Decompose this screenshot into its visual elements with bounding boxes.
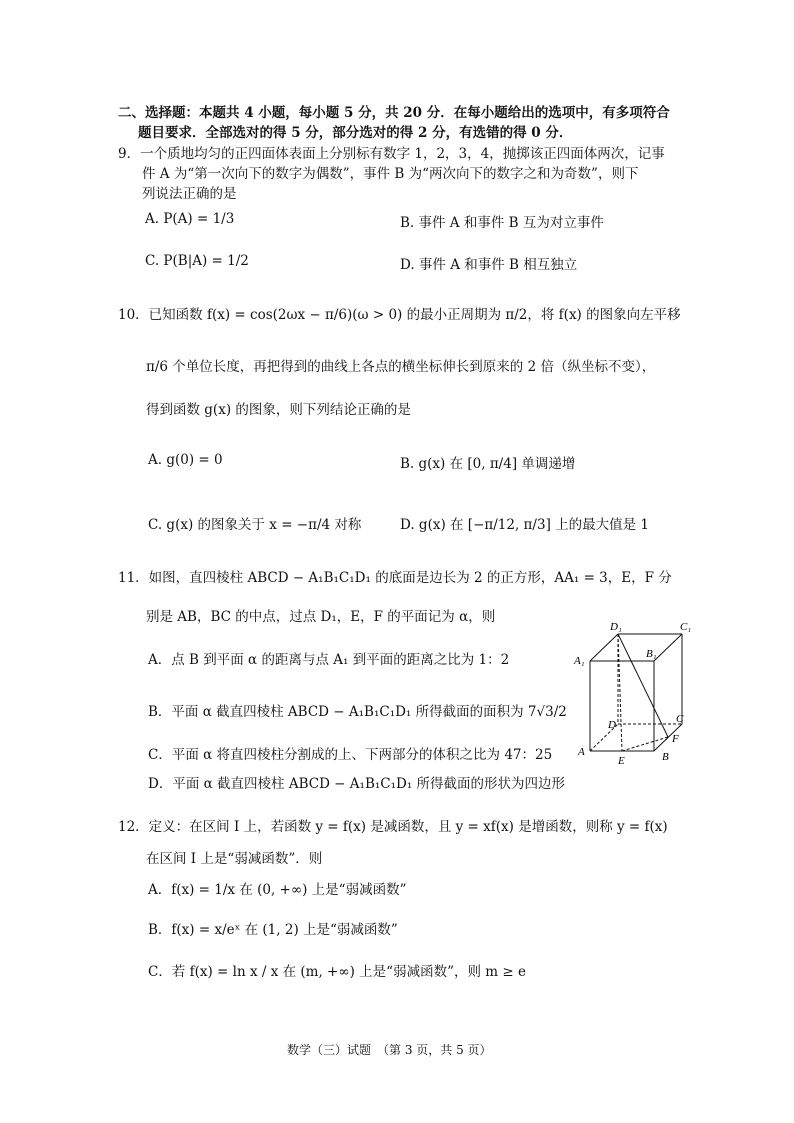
q12-stem-line1: 12．定义：在区间 I 上，若函数 y = f(x) 是减函数，且 y = xf(x) 是增函数，则称 y = f(x) [118,819,668,835]
q10-stem-line1: 10．已知函数 f(x) = cos(2ωx − π/6)(ω > 0) 的最小正周期为 π/2，将 f(x) 的图象向左平移 [118,307,681,323]
label-c1: C₁ [680,621,692,633]
q10-option-a: A. g(0) = 0 [148,452,223,468]
q10-stem-line2: π/6 个单位长度，再把得到的曲线上各点的横坐标伸长到原来的 2 倍（纵坐标不变）， [146,359,656,375]
prism-figure [570,618,700,768]
q9-option-c: C. P(B|A) = 1/2 [145,253,249,269]
q11-stem-line2: 别是 AB，BC 的中点，过点 D₁，E，F 的平面记为 α，则 [146,609,496,625]
q9-option-a: A. P(A) = 1/3 [145,211,235,227]
q11-option-a: A．点 B 到平面 α 的距离与点 A₁ 到平面的距离之比为 1：2 [148,652,510,668]
q12-option-b: B．f(x) = x/eˣ 在 (1, 2) 上是“弱减函数” [148,922,398,938]
q10-stem-line3: 得到函数 g(x) 的图象，则下列结论正确的是 [146,402,411,418]
section-heading-line2: 题目要求．全部选对的得 5 分，部分选对的得 2 分，有选错的得 0 分． [138,125,573,141]
edge-d1e [618,634,622,751]
edge-d1f [618,634,668,737]
q11-option-d: D．平面 α 截直四棱柱 ABCD − A₁B₁C₁D₁ 所得截面的形状为四边形 [148,776,566,792]
q10-option-c: C. g(x) 的图象关于 x = −π/4 对称 [148,517,362,533]
edge-c1b1 [654,634,682,661]
section-heading-line1: 二、选择题：本题共 4 小题，每小题 5 分，共 20 分．在每小题给出的选项中，有多项符合 [118,105,670,121]
q11-option-b: B．平面 α 截直四棱柱 ABCD − A₁B₁C₁D₁ 所得截面的面积为 7√3/2 [148,704,567,720]
q9-option-b: B. 事件 A 和事件 B 互为对立事件 [400,215,604,231]
q9-stem-line2: 件 A 为“第一次向下的数字为偶数”，事件 B 为“两次向下的数字之和为奇数”，则下 [142,166,639,182]
label-f: F [672,733,679,745]
q12-option-a: A．f(x) = 1/x 在 (0, +∞) 上是“弱减函数” [148,882,407,898]
label-c: C [676,713,684,725]
q9-stem-line1: 9．一个质地均匀的正四面体表面上分别标有数字 1，2，3，4，抛掷该正四面体两次，记事 [118,146,665,162]
label-a: A [578,746,585,758]
q11-stem-line1: 11．如图，直四棱柱 ABCD − A₁B₁C₁D₁ 的底面是边长为 2 的正方形，AA₁ = 3，E，F 分 [118,570,672,586]
q9-option-d: D. 事件 A 和事件 B 相互独立 [400,257,578,273]
q12-option-c: C．若 f(x) = ln x / x 在 (m, +∞) 上是“弱减函数”，则 m ≥ e [148,964,526,980]
q9-stem-line3: 列说法正确的是 [142,186,237,202]
label-d1: D₁ [610,621,622,633]
q10-option-b: B. g(x) 在 [0, π/4] 单调递增 [400,456,576,472]
q10-option-d: D. g(x) 在 [−π/12, π/3] 上的最大值是 1 [400,517,650,533]
page-footer: 数学（三）试题 （第 3 页，共 5 页） [287,1043,492,1057]
label-b: B [662,751,669,763]
edge-a1d1 [590,634,618,661]
q12-stem-line2: 在区间 I 上是“弱减函数”．则 [146,851,323,867]
label-b1: B₁ [646,648,657,660]
label-e: E [618,755,625,767]
q11-option-c: C．平面 α 将直四棱柱分割成的上、下两部分的体积之比为 47：25 [148,747,553,763]
label-d: D [608,719,616,731]
label-a1: A₁ [574,655,585,667]
